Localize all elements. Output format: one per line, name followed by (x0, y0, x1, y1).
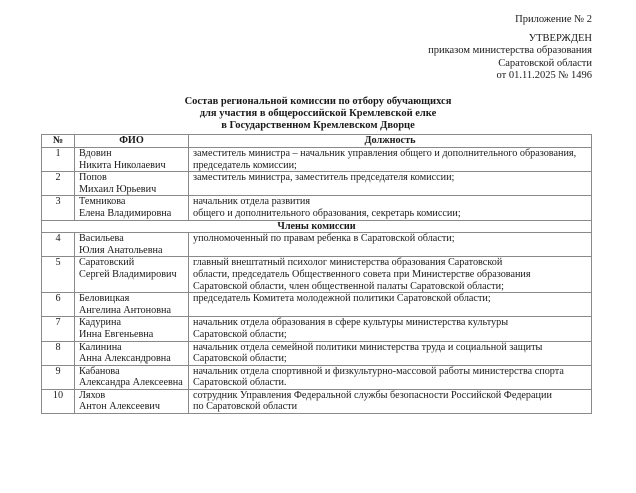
table-row (42, 317, 592, 341)
table-row (42, 293, 592, 317)
approved-label: УТВЕРЖДЕН (528, 32, 592, 44)
title-line-1: Состав региональной комиссии по отбору обучающихся (184, 96, 452, 107)
member-position: заместитель министра – начальник управления общего и дополнительного образования, председатель комиссии; (189, 148, 592, 172)
section-row (42, 220, 592, 233)
row-number: 8 (42, 341, 75, 365)
member-name: Кабанова Александра Алексеевна (75, 365, 189, 389)
order-date: от 01.11.2025 № 1496 (496, 70, 592, 81)
appendix-label: Приложение № 2 (515, 14, 592, 25)
row-number: 4 (42, 233, 75, 257)
member-position: начальник отдела спортивной и физкультурно-массовой работы министерства спорта Саратовской области. (189, 365, 592, 389)
approval-block (428, 14, 592, 83)
member-position: сотрудник Управления Федеральной службы безопасности Российской Федерации по Саратовской области (189, 389, 592, 413)
member-name: Кадурина Инна Евгеньевна (75, 317, 189, 341)
member-position: заместитель министра, заместитель председателя комиссии; (189, 172, 592, 196)
member-position: начальник отдела семейной политики министерства труда и социальной защиты Саратовской области; (189, 341, 592, 365)
member-name: Саратовский Сергей Владимирович (75, 257, 189, 293)
document-title (0, 96, 636, 132)
section-members-heading: Члены комиссии (42, 220, 592, 233)
row-number: 10 (42, 389, 75, 413)
row-number: 3 (42, 196, 75, 220)
row-number: 6 (42, 293, 75, 317)
member-position: главный внештатный психолог министерства образования Саратовской области, председатель Общественного совета при Министерстве образования Саратовской области, член общественной палаты Саратовской области; (189, 257, 592, 293)
member-position: председатель Комитета молодежной политики Саратовской области; (189, 293, 592, 317)
table-row (42, 257, 592, 293)
table-row (42, 233, 592, 257)
member-name: Темникова Елена Владимировна (75, 196, 189, 220)
member-name: Беловицкая Ангелина Антоновна (75, 293, 189, 317)
row-number: 2 (42, 172, 75, 196)
member-name: Вдовин Никита Николаевич (75, 148, 189, 172)
table-header-row (42, 135, 592, 148)
commission-table (41, 134, 592, 414)
table-row (42, 148, 592, 172)
table-row (42, 365, 592, 389)
order-line-1: приказом министерства образования (428, 45, 592, 56)
column-header-position: Должность (189, 135, 592, 148)
table-row (42, 389, 592, 413)
row-number: 7 (42, 317, 75, 341)
order-line-2: Саратовской области (498, 57, 592, 69)
column-header-fio: ФИО (75, 135, 189, 148)
member-position: уполномоченный по правам ребенка в Саратовской области; (189, 233, 592, 257)
row-number: 9 (42, 365, 75, 389)
title-line-2: для участия в общероссийской Кремлевской елке (199, 108, 437, 119)
member-name: Ляхов Антон Алексеевич (75, 389, 189, 413)
title-line-3: в Государственном Кремлевском Дворце (221, 120, 415, 131)
member-position: начальник отдела образования в сфере культуры министерства культуры Саратовской области; (189, 317, 592, 341)
table-row (42, 196, 592, 220)
member-name: Васильева Юлия Анатольевна (75, 233, 189, 257)
table-row (42, 341, 592, 365)
member-name: Попов Михаил Юрьевич (75, 172, 189, 196)
row-number: 1 (42, 148, 75, 172)
member-position: начальник отдела развития общего и дополнительного образования, секретарь комиссии; (189, 196, 592, 220)
column-header-number: № (42, 135, 75, 148)
row-number: 5 (42, 257, 75, 293)
table-row (42, 172, 592, 196)
member-name: Калинина Анна Александровна (75, 341, 189, 365)
